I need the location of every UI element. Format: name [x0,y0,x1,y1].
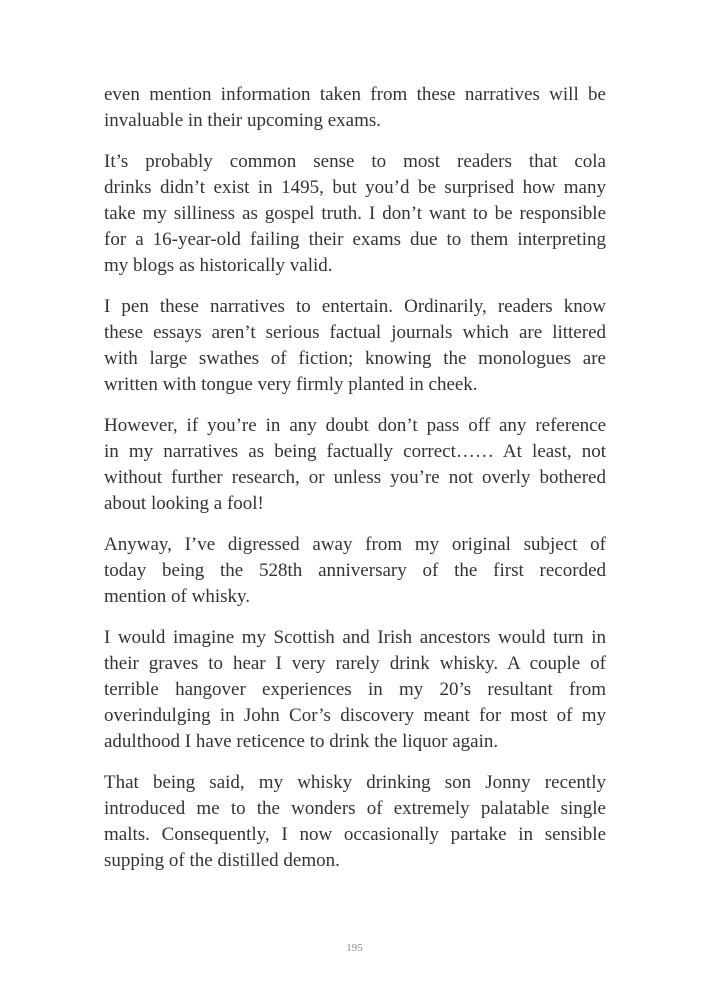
text-line: written with tongue very firmly planted in cheek. [104,374,478,395]
paragraph [104,82,606,134]
text-line: introduced me to the wonders of extremely palatable single [104,798,606,819]
text-line: invaluable in their upcoming exams. [104,110,382,131]
text-line: adulthood I have reticence to drink the liquor again. [104,731,499,752]
page-body [104,82,606,889]
text-line: today being the 528th anniversary of the first recorded [104,560,606,581]
paragraph [104,532,606,610]
text-line: terrible hangover experiences in my 20’s resultant from [104,679,606,700]
text-line: about looking a fool! [104,493,264,514]
text-line: I pen these narratives to entertain. Ordinarily, readers know [104,296,606,317]
paragraph [104,770,606,874]
text-line: supping of the distilled demon. [104,850,340,871]
paragraph [104,625,606,755]
text-line: my blogs as historically valid. [104,255,333,276]
text-line: in my narratives as being factually correct…… At least, not [104,441,606,462]
text-line: That being said, my whisky drinking son Jonny recently [104,772,606,793]
text-line: even mention information taken from these narratives will be [104,84,606,105]
text-line: overindulging in John Cor’s discovery meant for most of my [104,705,606,726]
text-line: malts. Consequently, I now occasionally partake in sensible [104,824,606,845]
text-line: I would imagine my Scottish and Irish ancestors would turn in [104,627,606,648]
text-line: mention of whisky. [104,586,251,607]
paragraph [104,413,606,517]
paragraph [104,149,606,279]
text-line: their graves to hear I very rarely drink whisky. A couple of [104,653,606,674]
text-line: drinks didn’t exist in 1495, but you’d be surprised how many [104,177,606,198]
page-number: 195 [346,942,363,954]
text-line: It’s probably common sense to most readers that cola [104,151,606,172]
text-line: Anyway, I’ve digressed away from my original subject of [104,534,606,555]
text-line: with large swathes of fiction; knowing the monologues are [104,348,606,369]
text-line: However, if you’re in any doubt don’t pass off any reference [104,415,606,436]
text-line: these essays aren’t serious factual journals which are littered [104,322,606,343]
text-line: without further research, or unless you’re not overly bothered [104,467,606,488]
text-line: for a 16-year-old failing their exams due to them interpreting [104,229,606,250]
text-line: take my silliness as gospel truth. I don’t want to be responsible [104,203,606,224]
paragraph [104,294,606,398]
